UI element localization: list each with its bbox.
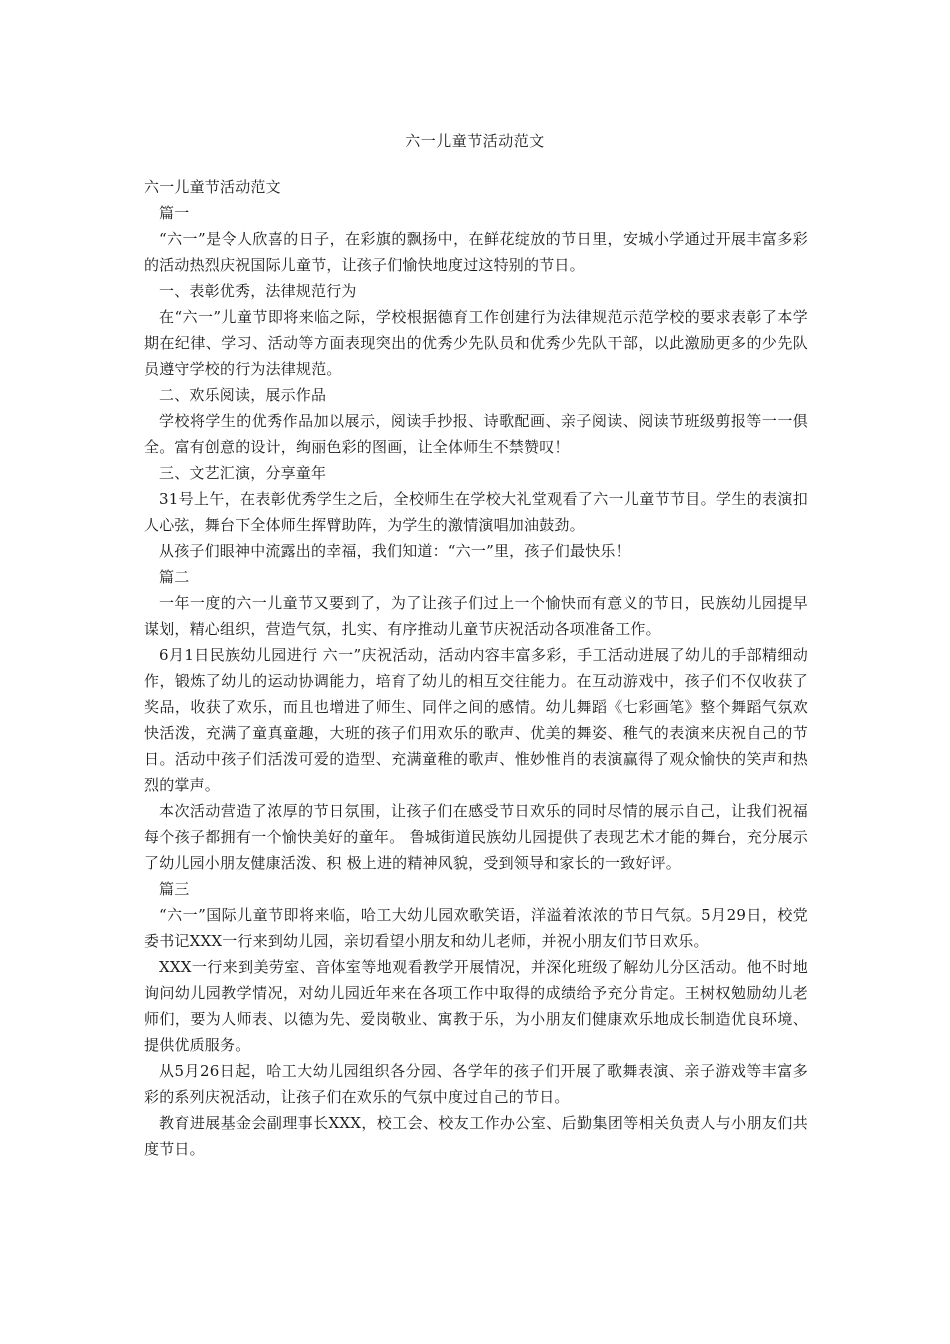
paragraph: 本次活动营造了浓厚的节日氛围，让孩子们在感受节日欢乐的同时尽情的展示自己，让我们祝福每个孩子都拥有一个愉快美好的童年。 鲁城街道民族幼儿园提供了表现艺术才能的舞台，充分展示了幼儿园小朋友健康活泼、积 极上进的精神风貌，受到领导和家长的一致好评。 xyxy=(144,802,808,872)
document-body xyxy=(144,174,808,1162)
paragraph: 从5月26日起，哈工大幼儿园组织各分园、各学年的孩子们开展了歌舞表演、亲子游戏等丰富多彩的系列庆祝活动，让孩子们在欢乐的气氛中度过自己的节日。 xyxy=(144,1062,808,1106)
subheading: 一、表彰优秀，法律规范行为 xyxy=(159,282,357,300)
paragraph: 6月1日民族幼儿园进行 六一”庆祝活动，活动内容丰富多彩，手工活动进展了幼儿的手部精细动作，锻炼了幼儿的运动协调能力，培育了幼儿的相互交往能力。在互动游戏中，孩子们不仅收获了奖品，收获了欢乐，而且也增进了师生、同伴之间的感情。幼儿舞蹈《七彩画笔》整个舞蹈气氛欢快活泼，充满了童真童趣，大班的孩子们用欢乐的歌声、优美的舞姿、稚气的表演来庆祝自己的节日。活动中孩子们活泼可爱的造型、充满童稚的歌声、惟妙惟肖的表演赢得了观众愉快的笑声和热烈的掌声。 xyxy=(144,646,808,794)
section-label-3: 篇三 xyxy=(159,880,190,898)
section-label-1: 篇一 xyxy=(159,204,190,222)
subheading: 三、文艺汇演，分享童年 xyxy=(159,464,327,482)
document-title: 六一儿童节活动范文 xyxy=(405,132,545,150)
paragraph: 学校将学生的优秀作品加以展示，阅读手抄报、诗歌配画、亲子阅读、阅读节班级剪报等一一俱全。富有创意的设计，绚丽色彩的图画，让全体师生不禁赞叹！ xyxy=(144,412,808,456)
paragraph: “六一”国际儿童节即将来临，哈工大幼儿园欢歌笑语，洋溢着浓浓的节日气氛。5月29日，校党委书记XXX一行来到幼儿园，亲切看望小朋友和幼儿老师，并祝小朋友们节日欢乐。 xyxy=(144,906,808,950)
paragraph: 31号上午，在表彰优秀学生之后，全校师生在学校大礼堂观看了六一儿童节节目。学生的表演扣人心弦，舞台下全体师生挥臂助阵，为学生的激情演唱加油鼓劲。 xyxy=(144,490,808,534)
paragraph: 从孩子们眼神中流露出的幸福，我们知道：“六一”里，孩子们最快乐！ xyxy=(159,542,631,560)
document-heading: 六一儿童节活动范文 xyxy=(144,178,281,196)
subheading: 二、欢乐阅读，展示作品 xyxy=(159,386,327,404)
paragraph: “六一”是令人欣喜的日子，在彩旗的飘扬中，在鲜花绽放的节日里，安城小学通过开展丰富多彩的活动热烈庆祝国际儿童节，让孩子们愉快地度过这特别的节日。 xyxy=(144,230,808,274)
section-label-2: 篇二 xyxy=(159,568,190,586)
paragraph: XXX一行来到美劳室、音体室等地观看教学开展情况，并深化班级了解幼儿分区活动。他不时地询问幼儿园教学情况，对幼儿园近年来在各项工作中取得的成绩给予充分肯定。王树权勉励幼儿老师们，要为人师表、以德为先、爱岗敬业、寓教于乐，为小朋友们健康欢乐地成长制造优良环境、提供优质服务。 xyxy=(144,958,808,1054)
paragraph: 教育进展基金会副理事长XXX，校工会、校友工作办公室、后勤集团等相关负责人与小朋友们共度节日。 xyxy=(144,1114,808,1158)
paragraph: 一年一度的六一儿童节又要到了，为了让孩子们过上一个愉快而有意义的节日，民族幼儿园提早谋划，精心组织，营造气氛，扎实、有序推动儿童节庆祝活动各项准备工作。 xyxy=(144,594,808,638)
paragraph: 在“六一”儿童节即将来临之际，学校根据德育工作创建行为法律规范示范学校的要求表彰了本学期在纪律、学习、活动等方面表现突出的优秀少先队员和优秀少先队干部，以此激励更多的少先队员遵守学校的行为法律规范。 xyxy=(144,308,808,378)
